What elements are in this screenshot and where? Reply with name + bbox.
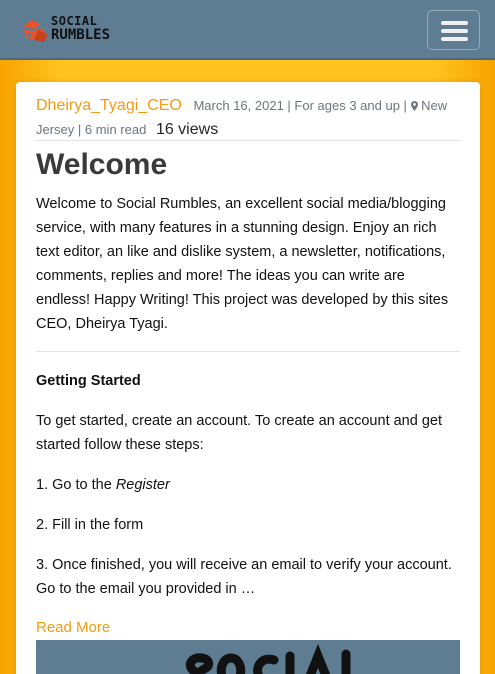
step-1 [36,473,460,497]
post-date-age: March 16, 2021 | For ages 3 and up | [193,98,407,113]
section-heading: Getting Started [36,373,141,389]
brand-logo[interactable] [18,12,111,48]
step-1-text: 1. Go to the [36,477,112,493]
brand-line-1: SOCIAL [51,14,98,28]
post-location-readtime: New Jersey | 6 min read [36,98,448,137]
post-paragraph: To get started, create an account. To create an account and get started follow these steps: [36,413,442,453]
map-marker-icon [411,101,418,111]
meta-divider [36,140,460,141]
post-card [16,82,480,674]
brand-banner-graphic [176,644,376,674]
step-2: 2. Fill in the form [36,517,144,533]
post-title: Welcome [36,148,168,181]
intro-divider [36,351,460,352]
view-count: 16 views [155,121,219,138]
post-intro: Welcome to Social Rumbles, an excellent social media/blogging service, with many features in a stunning design. Enjoy an rich text editor, an like and dislike system, a newsletter, notifications, comments, replies and more! The ideas you can write are endless! Happy Writing! This project was developed by this sites CEO, Dheirya Tyagi. [36,196,449,332]
logo-mark-icon [20,16,50,44]
post-image [36,640,460,674]
author-link[interactable]: Dheirya_Tyagi_CEO [36,97,182,114]
post-meta [36,94,466,142]
navbar [0,0,495,60]
read-more-link[interactable]: Read More [36,619,111,636]
step-3: 3. Once finished, you will receive an email to verify your account. Go to the email you provided in … [36,557,452,597]
menu-toggle-button[interactable] [427,10,480,50]
brand-line-2: RUMBLES [51,27,111,43]
register-link[interactable]: Register [115,477,170,493]
